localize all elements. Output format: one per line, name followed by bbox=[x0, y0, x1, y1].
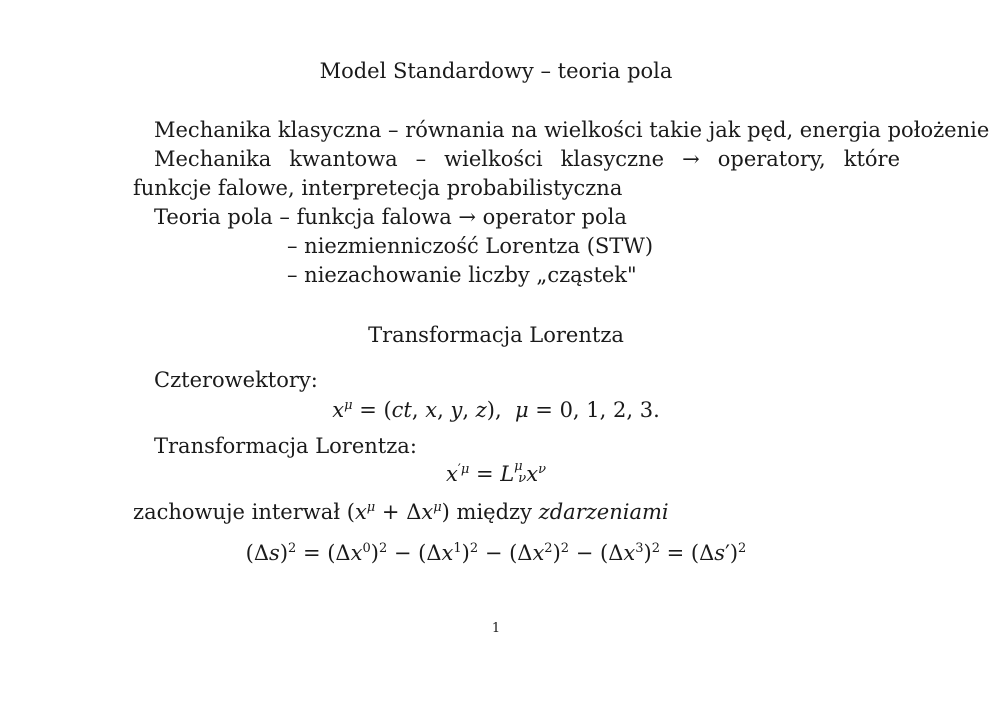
paragraph-quantum-mechanics-line2: funkcje falowe, interpretecja probabilistyczna bbox=[133, 176, 623, 200]
paragraph-field-theory: Teoria pola – funkcja falowa → operator pola bbox=[154, 205, 627, 229]
paragraph-quantum-mechanics-line1: Mechanika kwantowa – wielkości klasyczne → operatory, które bbox=[154, 147, 900, 171]
paragraph-classical-mechanics: Mechanika klasyczna – równania na wielkości takie jak pęd, energia położenie bbox=[154, 118, 990, 142]
interval-middle: między bbox=[456, 500, 532, 524]
interval-sentence: zachowuje interwał $(x^\mu + \Delta x^\mu)$ między zdarzeniami bbox=[133, 500, 669, 524]
interval-prefix: zachowuje interwał bbox=[133, 500, 341, 524]
section-heading: Transformacja Lorentza bbox=[368, 323, 624, 347]
equation-four-vector: $x^\mu = (ct$, x, y, z), μ = 0, 1, 2, 3. bbox=[332, 398, 660, 422]
list-item-lorentz-invariance: – niezmienniczość Lorentza (STW) bbox=[287, 234, 654, 258]
equation-lorentz-transformation: $x^{'\mu} = L\mu$ $\nu x^\nu$ bbox=[446, 458, 546, 486]
label-four-vectors: Czterowektory: bbox=[154, 368, 318, 392]
page-number: 1 bbox=[491, 621, 501, 636]
interval-emphasis: zdarzeniami bbox=[538, 500, 669, 524]
label-lorentz-transformation: Transformacja Lorentza: bbox=[154, 434, 417, 458]
page-title: Model Standardowy – teoria pola bbox=[319, 59, 673, 83]
list-item-particle-number: – niezachowanie liczby „cząstek" bbox=[287, 263, 637, 287]
equation-interval: $(\Delta s)^2 = (\Delta x^0)^2 - (\Delta x^1)^2 - (\Delta x^2)^2 - (\Delta x^3)^2 = (\Delta s')^2$ bbox=[245, 541, 747, 565]
